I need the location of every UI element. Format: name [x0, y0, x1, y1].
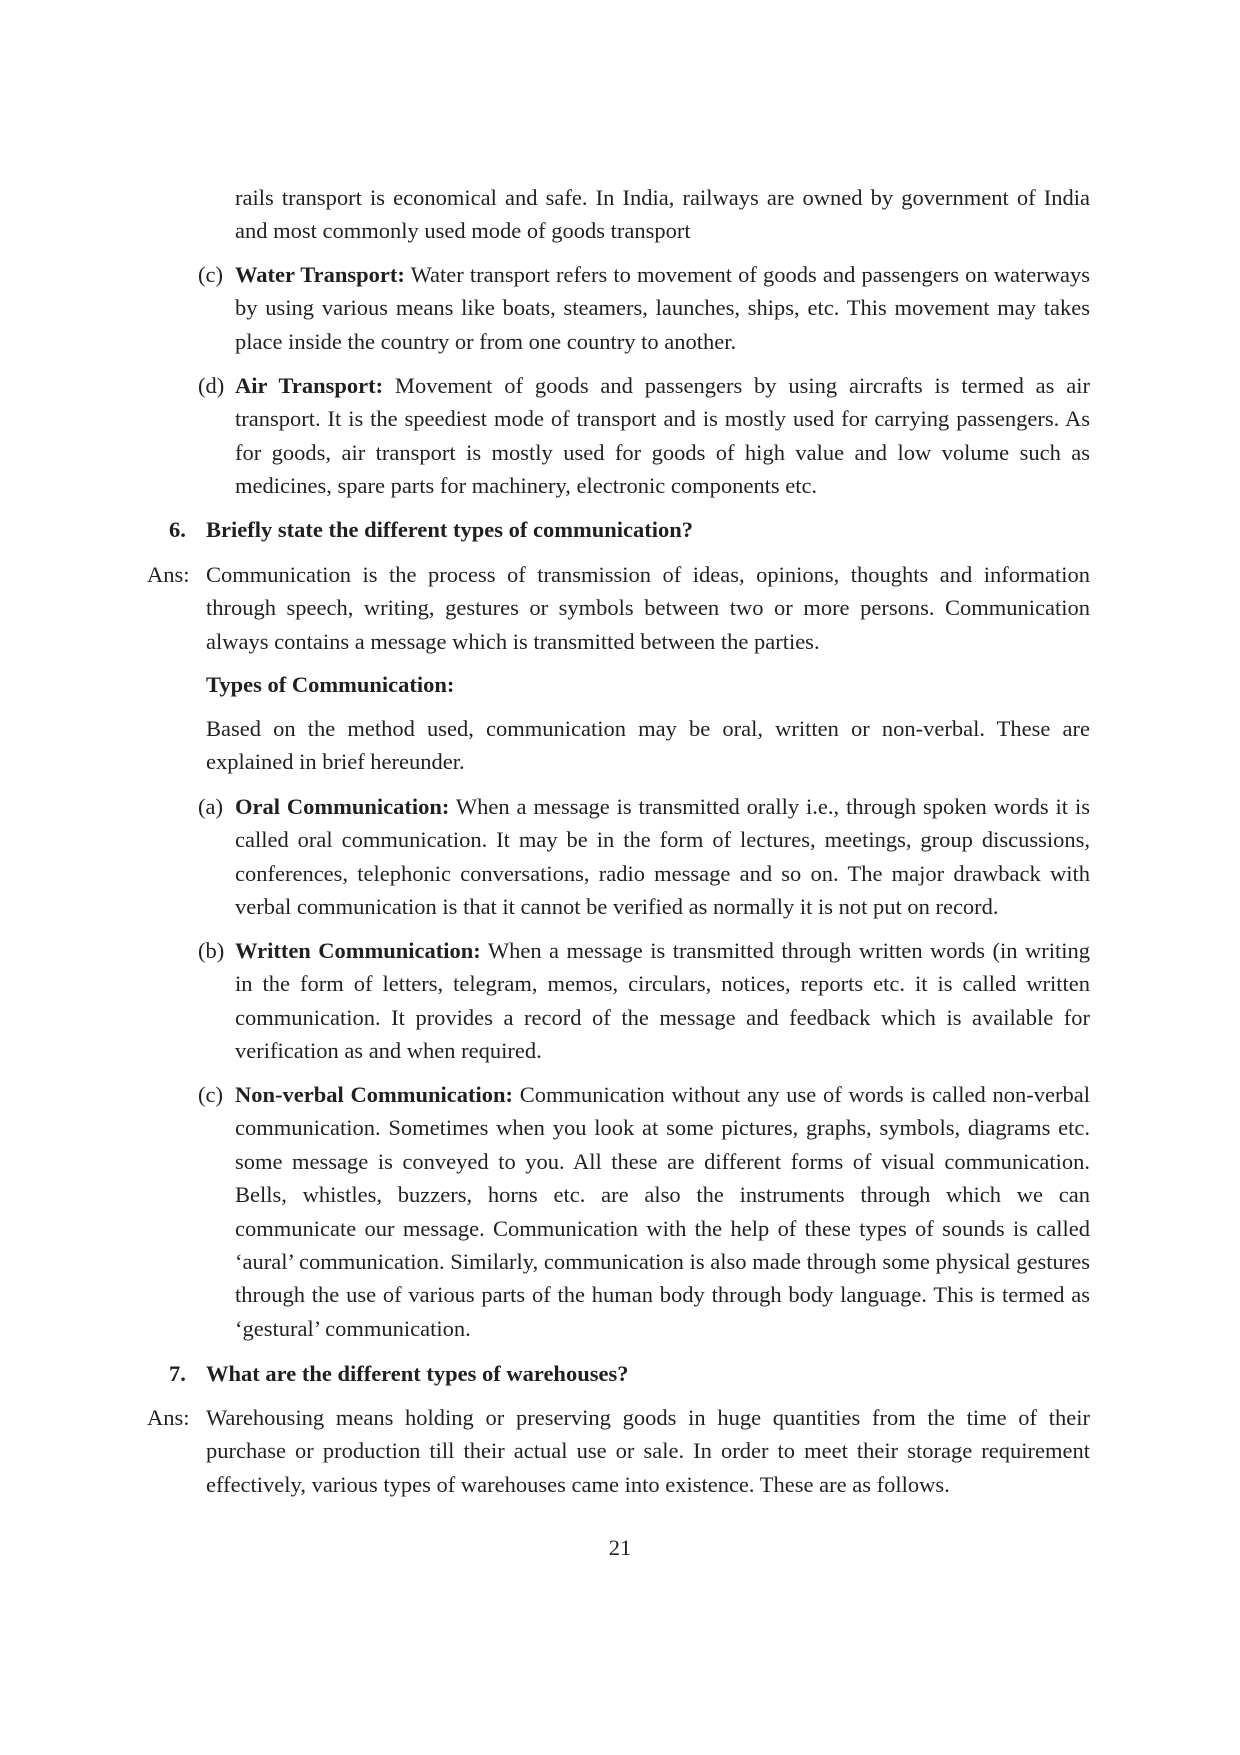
item-marker: (b): [198, 938, 225, 963]
question-7-heading: [169, 1357, 628, 1390]
item-term: Oral Communication:: [235, 794, 450, 819]
page-number: 21: [608, 1535, 632, 1560]
item-term: Non-verbal Communication:: [235, 1082, 514, 1107]
types-intro: Based on the method used, communication may be oral, written or non-verbal. These are explained in brief hereunder.: [206, 716, 1090, 775]
question-text: What are the different types of warehouses?: [206, 1361, 629, 1386]
item-marker: (d): [198, 373, 225, 398]
question-7-answer: [147, 1401, 1090, 1501]
item-marker: (c): [198, 1082, 223, 1107]
item-text: Movement of goods and passengers by using aircrafts is termed as air transport. It is the speediest mode of transport and is mostly used for carrying passengers. As for goods, air transport is mostly used for goods of high value and low volume such as medicines, spare parts for machinery, electronic components etc.: [235, 373, 1090, 499]
question-6-answer: [147, 558, 1090, 658]
answer-text: Warehousing means holding or preserving goods in huge quantities from the time of their purchase or production till their actual use or sale. In order to meet their storage requirement effectively, various types of warehouses came into existence. These are as follows.: [206, 1405, 1090, 1497]
item-text: When a message is transmitted orally i.e., through spoken words it is called oral communication. It may be in the form of lectures, meetings, group discussions, conferences, telephonic conversations, radio message and so on. The major drawback with verbal communication is that it cannot be verified as normally it is not put on record.: [235, 794, 1090, 920]
question-number: 6.: [169, 517, 186, 542]
item-marker: (a): [198, 794, 223, 819]
transport-item-water: [198, 258, 1090, 358]
item-term: Air Transport:: [235, 373, 384, 398]
item-term: Water Transport:: [235, 262, 405, 287]
answer-label: Ans:: [147, 1405, 190, 1430]
item-marker: (c): [198, 262, 223, 287]
item-text: Communication without any use of words is called non-verbal communication. Sometimes when you look at some pictures, graphs, symbols, diagrams etc. some message is conveyed to you. All these are different forms of visual communication. Bells, whistles, buzzers, horns etc. are also the instruments through which we can communicate our message. Communication with the help of these types of sounds is called ‘aural’ communication. Similarly, communication is also made through some physical gestures through the use of various parts of the human body through body language. This is termed as ‘gestural’ communication.: [235, 1082, 1091, 1341]
communication-item-written: [198, 934, 1090, 1068]
item-text: Water transport refers to movement of goods and passengers on waterways by using various means like boats, steamers, launches, ships, etc. This movement may takes place inside the country or from one country to another.: [235, 262, 1090, 354]
continuation-paragraph: rails transport is economical and safe. In India, railways are owned by government of India and most commonly used mode of goods transport: [235, 185, 1090, 244]
communication-item-nonverbal: [198, 1078, 1091, 1345]
item-text: When a message is transmitted through written words (in writing in the form of letters, telegram, memos, circulars, notices, reports etc. it is called written communication. It provides a record of the message and feedback which is available for verification as and when required.: [235, 938, 1090, 1064]
communication-item-oral: [198, 790, 1090, 924]
question-text: Briefly state the different types of communication?: [206, 517, 693, 542]
types-subheading: Types of Communication:: [206, 672, 455, 697]
item-term: Written Communication:: [235, 938, 481, 963]
answer-text: Communication is the process of transmission of ideas, opinions, thoughts and information through speech, writing, gestures or symbols between two or more persons. Communication always contains a message which is transmitted between the parties.: [206, 562, 1090, 654]
answer-label: Ans:: [147, 562, 190, 587]
transport-item-air: [198, 369, 1090, 503]
question-6-heading: [169, 513, 693, 546]
question-number: 7.: [169, 1361, 186, 1386]
